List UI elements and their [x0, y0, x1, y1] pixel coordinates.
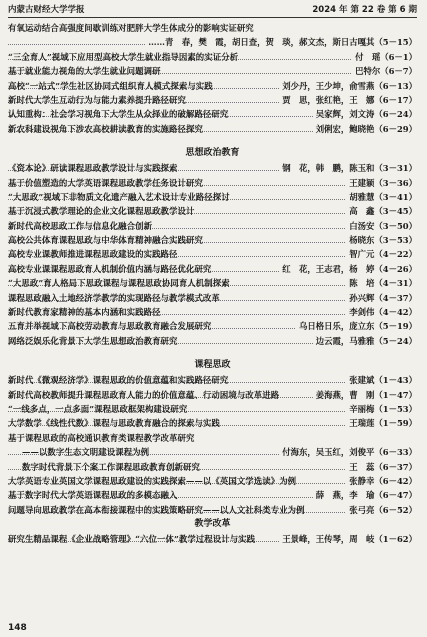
toc-entry[interactable] — [8, 474, 417, 488]
entry-title: “三全育人”视域下应用型高校大学生就业指导因素的实证分析 — [8, 51, 239, 62]
section-heading: 教学改革 — [194, 519, 231, 530]
toc-entry[interactable] — [8, 122, 417, 136]
entry-title: 课程思政融入土地经济学教学的实现路径与教学模式改革 — [8, 292, 220, 303]
entry-authors-page: 李剑伟（4－42） — [346, 306, 417, 318]
entry-title: 研究生精品课程《企业战略管理》“六位一体”教学过程设计与实践 — [8, 534, 256, 545]
toc-entry[interactable] — [8, 503, 417, 517]
toc-entry[interactable] — [8, 204, 417, 218]
entry-title: 五育并举视域下高校劳动教育与思政教育融合发展研究 — [8, 321, 212, 332]
table-of-contents — [8, 21, 417, 547]
section-gap — [8, 348, 417, 358]
entry-title: 高校公共体育课程思政与中华体育精神融合实践研究 — [8, 235, 203, 246]
entry-title: 基于沉浸式教学理论的企业文化课程思政教学设计 — [8, 206, 195, 217]
entry-authors-page: 边云霞，马雅雅（5－24） — [313, 335, 417, 347]
entry-title: 基于就业能力视角的大学生就业问题调研 — [8, 66, 161, 77]
header-rule — [8, 17, 417, 18]
entry-authors-page: 张弓亮（6－52） — [346, 504, 417, 516]
toc-entry[interactable] — [8, 416, 417, 430]
entry-authors-page: 乌日格日乐，庞立东（5－19） — [296, 320, 417, 332]
entry-title: 问题导向思政教学在高本衔接课程中的实践策略研究——以人文社科类专业为例 — [8, 504, 305, 515]
entry-title: 新农科建设视角下涉农高校耕读教育的实施路径探究 — [8, 123, 203, 134]
entry-title: 数字时代背景下个案工作课程思政教育创新研究 — [22, 461, 200, 472]
entry-authors-page: 王瑞莲（1－59） — [346, 417, 417, 429]
entry-title: 基于价值塑造的大学英语课程思政教学任务设计研究 — [8, 177, 203, 188]
entry-title: 《资本论》研读课程思政教学设计与实践探索 — [8, 163, 178, 174]
section-heading: 课程思政 — [194, 360, 231, 371]
page-header — [0, 0, 427, 18]
toc-entry[interactable] — [8, 233, 417, 247]
toc-entry[interactable] — [8, 64, 417, 78]
entry-authors-page: 高 鑫（3－45） — [346, 205, 417, 217]
toc-entry[interactable] — [8, 305, 417, 319]
entry-authors-page: 胡雅慧（3－41） — [346, 191, 417, 203]
entry-authors-page: 红 花，王志君，杨 婷（4－26） — [279, 263, 417, 275]
section-heading: 思想政治教育 — [185, 148, 240, 159]
page-number: 148 — [8, 623, 27, 633]
toc-entry[interactable] — [8, 431, 417, 445]
toc-entry[interactable] — [8, 388, 417, 402]
entry-authors-page: 刘少丹，王少坤，俞雪燕（6－13） — [279, 80, 417, 92]
entry-authors-page: 薛 燕，李 瑜（6－47） — [313, 489, 417, 501]
entry-authors-page: 张静幸（6－42） — [346, 475, 417, 487]
entry-authors-page: 付海东，吴玉红，刘俊平（6－33） — [279, 446, 417, 458]
toc-entry[interactable] — [8, 79, 417, 93]
entry-title: 基于课程思政的高校通识教育类课程教学改革研究 — [8, 432, 195, 443]
entry-authors-page: 张建斌（1－43） — [346, 374, 417, 386]
entry-title: “一线多点，一点多面”课程思政框架构建设研究 — [8, 403, 188, 414]
entry-title: “大思政”育人格局下思政课程与课程思政协同育人机制探索 — [8, 278, 230, 289]
entry-title: 新时代《微观经济学》课程思政的价值意蕴和实践路径研究 — [8, 375, 229, 386]
toc-entry[interactable] — [8, 373, 417, 387]
entry-title: 新时代大学生互动行为与能力素养提升路径研究 — [8, 94, 186, 105]
entry-title: 高校专业课课程思政育人机制价值内涵与路径优化研究 — [8, 263, 212, 274]
toc-entry[interactable] — [8, 532, 417, 546]
entry-title: 新时代教育家精神的基本内涵和实践路径 — [8, 307, 161, 318]
entry-title: 新时代高校教师提升课程思政育人能力的价值意蕴、行动困境与改革进路 — [8, 389, 280, 400]
entry-title: 有氧运动结合高强度间歇训练对肥胖大学生体成分的影响实证研究 — [8, 23, 254, 33]
entry-authors-page: 辛丽梅（1－53） — [346, 403, 417, 415]
toc-entry[interactable] — [8, 445, 417, 459]
toc-entry[interactable] — [8, 460, 417, 474]
entry-title: 新时代高校思政工作与信息化融合创新 — [8, 220, 153, 231]
toc-entry[interactable] — [8, 107, 417, 121]
entry-title: 高校“一站式”学生社区协同式组织育人模式探索与实践 — [8, 80, 213, 91]
entry-title: ——以数字生态文明建设课程为例 — [22, 447, 150, 458]
entry-authors-page: ……青 春，樊 霞，胡日查，贺 琰，郝文杰，斯日古嘎其（5－15） — [145, 36, 417, 48]
entry-authors-page: 白汤安（3－50） — [346, 220, 417, 232]
entry-title: 高校专业课教师推进课程思政建设的实践路径 — [8, 249, 178, 260]
issue-info: 2024 年 第 22 卷 第 6 期 — [312, 5, 417, 15]
journal-name: 内蒙古财经大学学报 — [8, 5, 85, 15]
toc-entry[interactable] — [8, 402, 417, 416]
entry-authors-page: 贾 思，张红艳，王 娜（6－17） — [279, 94, 417, 106]
toc-entry[interactable] — [8, 21, 417, 35]
toc-entry[interactable] — [8, 93, 417, 107]
toc-entry[interactable] — [8, 276, 417, 290]
entry-authors-page: 付 瑶（6－1） — [352, 51, 417, 63]
toc-entry[interactable] — [8, 319, 417, 333]
entry-authors-page: 王建颖（3－36） — [346, 177, 417, 189]
toc-entry[interactable] — [8, 176, 417, 190]
entry-authors-page: 杨晓东（3－53） — [346, 234, 417, 246]
entry-title: 认知重构：社会学习视角下大学生从众择业的破解路径研究 — [8, 109, 229, 120]
entry-authors-page: 智广元（4－22） — [346, 248, 417, 260]
entry-authors-page: 陈 培（4－31） — [346, 277, 417, 289]
toc-entry[interactable] — [8, 35, 417, 49]
entry-authors-page: 王景峰，王传琴，周 岐（1－62） — [279, 533, 417, 545]
toc-entry[interactable] — [8, 247, 417, 261]
entry-authors-page: 王 蕊（6－37） — [346, 461, 417, 473]
toc-entry[interactable] — [8, 161, 417, 175]
entry-authors-page: 刘俐宏，鲍晓艳（6－29） — [313, 123, 417, 135]
toc-entry[interactable] — [8, 334, 417, 348]
entry-title: “大思政”视域下非物质文化遗产融入艺术设计专业路径探讨 — [8, 191, 230, 202]
entry-authors-page: 吴家辉，刘文涛（6－24） — [313, 108, 417, 120]
entry-authors-page: 巴特尔（6－7） — [352, 65, 417, 77]
toc-entry[interactable] — [8, 291, 417, 305]
entry-authors-page: 钢 花，韩 鹏，陈玉和（3－31） — [279, 162, 417, 174]
entry-authors-page: 姜海燕，曹 刚（1－47） — [313, 389, 417, 401]
section-gap — [8, 136, 417, 146]
entry-title: 网络泛娱乐化背景下大学生思想政治教育研究 — [8, 335, 178, 346]
toc-entry[interactable] — [8, 190, 417, 204]
entry-title: 大学英语专业英国文学课程思政建设的实践探索——以《英国文学选读》为例 — [8, 475, 297, 486]
entry-title: 大学数学《线性代数》课程与思政教育融合的探索与实践 — [8, 418, 220, 429]
toc-entry[interactable] — [8, 50, 417, 64]
toc-entry[interactable] — [8, 219, 417, 233]
entry-title: 基于数字时代大学英语课程思政的多模态融入 — [8, 490, 178, 501]
entry-authors-page: 孙兴辉（4－37） — [346, 292, 417, 304]
toc-entry[interactable] — [8, 488, 417, 502]
toc-entry[interactable] — [8, 262, 417, 276]
